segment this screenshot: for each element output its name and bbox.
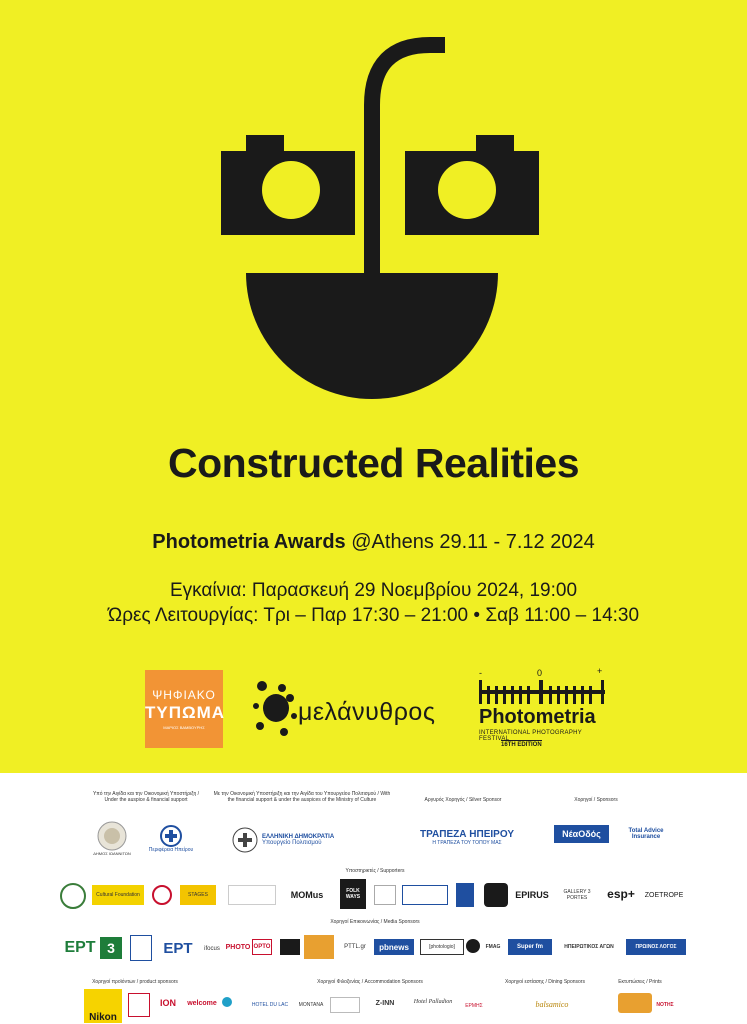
media-dark-badge bbox=[280, 939, 300, 955]
psifiako-line1: ΨΗΦΙΑΚΟ bbox=[152, 688, 216, 702]
ministry-line1: ΕΛΛΗΝΙΚΗ ΔΗΜΟΚΡΑΤΙΑ bbox=[262, 834, 335, 840]
media-ert: ΕΡΤ bbox=[64, 939, 96, 956]
media-photo: PHOTO bbox=[225, 943, 251, 951]
perifereia-logo bbox=[146, 819, 196, 859]
perifereia-emblem-icon bbox=[160, 825, 182, 847]
welcome-logo: welcome bbox=[187, 999, 217, 1007]
awards-location-dates: @Athens 29.11 - 7.12 2024 bbox=[351, 531, 595, 553]
mouth-semicircle bbox=[246, 273, 498, 399]
media-fmag: FMAG bbox=[485, 944, 501, 950]
caption-aegis2: Με την Οικονομική Υποστήριξη και την Αιγίδα του Υπουργείου Πολιτισμού / With the financial support & under the auspices of the Ministry of Culture bbox=[213, 791, 391, 803]
hotel-du-lac-logo: HOTEL DU LAC bbox=[251, 1002, 289, 1008]
exhibition-title: Constructed Realities bbox=[168, 440, 579, 486]
caption-product: Χορηγοί προϊόντων / product sponsors bbox=[92, 979, 178, 985]
accommodation-badge bbox=[330, 997, 360, 1013]
dimos-label: ΔΗΜΟΣ ΙΩΑΝΝΙΤΩΝ bbox=[93, 850, 131, 856]
nikon-logo: Nikon bbox=[84, 989, 122, 1023]
photometria-subtitle: INTERNATIONAL PHOTOGRAPHY FESTIVAL bbox=[479, 730, 582, 742]
product-badge bbox=[128, 993, 150, 1017]
ministry-culture-logo bbox=[232, 823, 352, 857]
supporter-folkways: FOLK WAYS bbox=[340, 879, 366, 909]
photometria-edition: 16TH EDITION bbox=[501, 742, 542, 748]
supporter-blue-box bbox=[402, 885, 448, 905]
media-ert-ioannina: ΕΡΤ bbox=[163, 939, 193, 957]
caption-sponsors: Χορηγοί / Sponsors bbox=[574, 797, 618, 803]
media-proto bbox=[130, 935, 152, 961]
caption-prints: Εκτυπώσεις / Prints bbox=[618, 979, 662, 985]
scale-zero: 0 bbox=[537, 668, 543, 678]
caption-aegis1: Υπό την Αιγίδα και την Οικονομική Υποστήριξη / Under the auspice & financial support bbox=[92, 791, 200, 803]
media-ipeirotikos-agon: ΗΠΕΙΡΩΤΙΚΟΣ ΑΓΩΝ bbox=[564, 944, 614, 950]
ministry-line2: Υπουργείο Πολιτισμού bbox=[262, 840, 322, 846]
prints-orange-logo bbox=[618, 993, 652, 1013]
supporter-epirus: EPIRUS bbox=[515, 890, 549, 900]
media-dark-circle bbox=[466, 939, 480, 953]
notis-logo: ΝΟΤΗΣ bbox=[656, 1002, 674, 1008]
supporter-zoetrope: ZOETROPE bbox=[644, 891, 684, 899]
greek-emblem-icon bbox=[232, 827, 258, 853]
media-pttl: PTTL.gr bbox=[344, 944, 366, 950]
caption-dining: Χορηγοί εστίασης / Dining Sponsors bbox=[505, 979, 585, 985]
scale-minus: - bbox=[479, 668, 482, 678]
ink-splash-icon bbox=[252, 676, 298, 742]
supporter-gallery-3-portes: GALLERY 3 PORTES bbox=[563, 889, 591, 901]
caption-media: Χορηγοί Επικοινωνίας / Media Sponsors bbox=[330, 919, 420, 925]
media-photologio: [photologio] bbox=[420, 939, 464, 955]
supporter-black-badge bbox=[484, 883, 508, 907]
photometria-logo bbox=[479, 668, 609, 760]
ion-logo: ΙΟΝ bbox=[159, 998, 176, 1008]
ermis-logo: ΕΡΜΗΣ bbox=[465, 1003, 483, 1009]
caption-supporters: Υποστηρικτές / Supporters bbox=[345, 868, 405, 874]
hours-text: Ώρες Λειτουργίας: Τρι – Παρ 17:30 – 21:00 • Σαβ 11:00 – 14:30 bbox=[107, 605, 640, 626]
supporter-cultural-foundation: Cultural Foundation bbox=[92, 885, 144, 905]
media-orange-badge bbox=[304, 935, 334, 959]
psifiako-line3: ΜΑΡΙΟΣ ΒΑΜΒΟΥΡΗΣ bbox=[163, 725, 205, 730]
bank-epirus-logo bbox=[412, 823, 522, 851]
media-orto: ΟΡΤΟ bbox=[252, 939, 272, 955]
supporter-building bbox=[374, 885, 396, 905]
dimos-ioanniton-logo bbox=[92, 813, 132, 863]
total-advice-logo: Total Advice Insurance bbox=[628, 828, 664, 840]
opening-text: Εγκαίνια: Παρασκευή 29 Νοεμβρίου 2024, 19:00 bbox=[169, 580, 578, 601]
sponsors-panel bbox=[0, 773, 747, 1024]
media-proinos-logos: ΠΡΩΙΝΟΣ ΛΟΓΟΣ bbox=[626, 939, 686, 955]
supporter-logo-box bbox=[228, 885, 276, 905]
supporter-circle bbox=[152, 885, 172, 905]
montana-logo: MONTANA bbox=[298, 1002, 324, 1008]
media-pbnews: pbnews bbox=[374, 939, 414, 955]
face-illustration bbox=[0, 0, 747, 440]
hotel-palladion-logo: Hotel Palladion bbox=[413, 999, 453, 1005]
bank-name: ΤΡΑΠΕΖΑ ΗΠΕΙΡΟΥ bbox=[420, 828, 514, 840]
supporter-momus: MOMus bbox=[290, 890, 324, 900]
awards-line bbox=[0, 531, 747, 554]
psifiako-typoma-logo bbox=[145, 670, 226, 748]
supporter-esp: esp+ bbox=[607, 887, 635, 901]
melanuthros-logo bbox=[252, 676, 452, 746]
awards-name: Photometria Awards bbox=[152, 531, 346, 553]
media-ert3: 3 bbox=[100, 937, 122, 959]
balsamico-logo: balsamico bbox=[535, 999, 569, 1009]
photometria-name: Photometria bbox=[479, 706, 596, 728]
caption-silver: Αργυρός Χορηγός / Silver Sponsor bbox=[424, 797, 502, 803]
perifereia-label: Περιφέρεια Ηπείρου bbox=[148, 847, 194, 853]
media-superfm: Super fm bbox=[508, 939, 552, 955]
supporter-stages: STAGES bbox=[180, 885, 216, 905]
scale-plus: + bbox=[597, 666, 603, 676]
caption-accommodation: Χορηγοί Φιλοξενίας / Accommodation Sponsors bbox=[317, 979, 423, 985]
supporter-blue-badge bbox=[456, 883, 474, 907]
nea-odos-logo: ΝέαΟδός bbox=[554, 825, 609, 843]
meter-bars-icon bbox=[479, 680, 605, 706]
melanuthros-name: μελάνυθρος bbox=[298, 698, 436, 726]
camera-left-icon bbox=[221, 135, 355, 235]
psifiako-line2: ΤΥΠΩΜΑ bbox=[145, 703, 226, 722]
welcome-dot-icon bbox=[222, 997, 232, 1007]
z-inn-logo: Z-INN bbox=[375, 999, 395, 1007]
dimos-emblem-icon bbox=[97, 821, 127, 851]
camera-right-icon bbox=[405, 135, 539, 235]
supporter-emblem bbox=[60, 883, 86, 909]
media-ifocus: ifocus bbox=[204, 946, 220, 952]
bank-slogan: Η ΤΡΑΠΕΖΑ ΤΟΥ ΤΟΠΟΥ ΜΑΣ bbox=[432, 839, 502, 846]
